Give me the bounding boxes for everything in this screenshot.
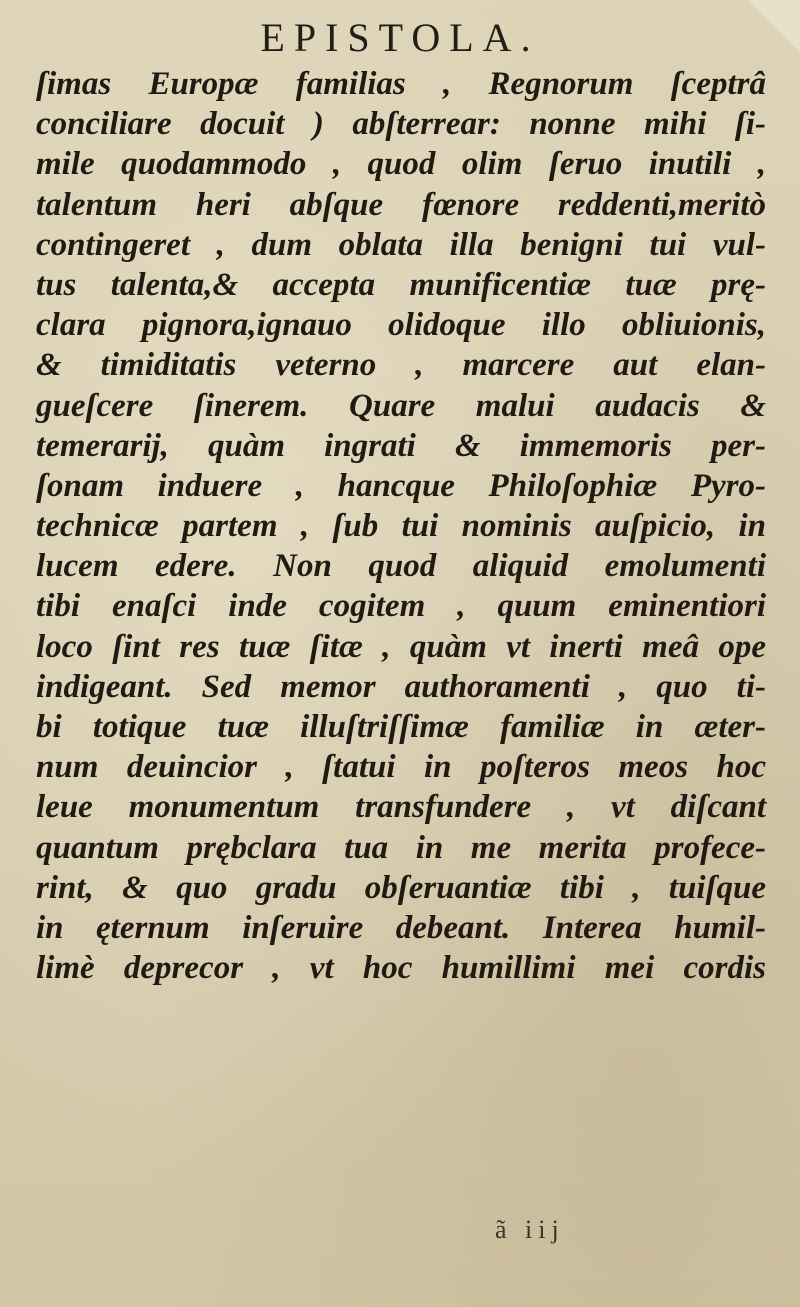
text-line: & timiditatis veterno , marcere aut elan- [36,347,766,384]
text-line: talentum heri abſque fœnore reddenti,meritò [36,186,766,223]
text-line: mile quodammodo , quod olim ſeruo inutili , [36,146,766,183]
signature-mark: ã iij [495,1215,565,1244]
text-line: bi totique tuæ illuſtriſſimæ familiæ in æter- [36,709,766,745]
text-line: ſimas Europæ familias , Regnorum ſceptrâ [36,66,766,102]
text-line: tus talenta,& accepta munificentiæ tuæ prę- [36,266,766,303]
text-line: rint, & quo gradu obſeruantiæ tibi , tuiſque [36,869,766,906]
text-line: technicæ partem , ſub tui nominis auſpicio, in [36,508,766,545]
text-line: limè deprecor , vt hoc humillimi mei cordis [36,950,766,987]
text-line: loco ſint res tuæ ſitæ , quàm vt inerti meâ ope [36,628,766,665]
text-line: contingeret , dum oblata illa benigni tui vul- [36,226,766,263]
text-line: gueſcere ſinerem. Quare malui audacis & [36,387,766,424]
text-line: num deuincior , ſtatui in poſteros meos hoc [36,749,766,786]
body-text [36,64,766,988]
running-header: EPISTOLA. [260,15,540,60]
text-line: leue monumentum transfundere , vt diſcant [36,789,766,826]
text-line: ſonam induere , hancque Philoſophiæ Pyro- [36,467,766,504]
text-line: quantum prębclara tua in me merita profece- [36,829,766,866]
text-line: tibi enaſci inde cogitem , quum eminentiori [36,588,766,625]
text-line: clara pignora,ignauo olidoque illo obliuionis, [36,307,766,344]
text-line: conciliare docuit ) abſterrear: nonne mihi ſi- [36,106,766,143]
text-line: indigeant. Sed memor authoramenti , quo ti- [36,668,766,705]
text-line: temerarij, quàm ingrati & immemoris per- [36,427,766,464]
text-line: in ęternum inſeruire debeant. Interea humil- [36,909,766,946]
text-line: lucem edere. Non quod aliquid emolumenti [36,548,766,585]
